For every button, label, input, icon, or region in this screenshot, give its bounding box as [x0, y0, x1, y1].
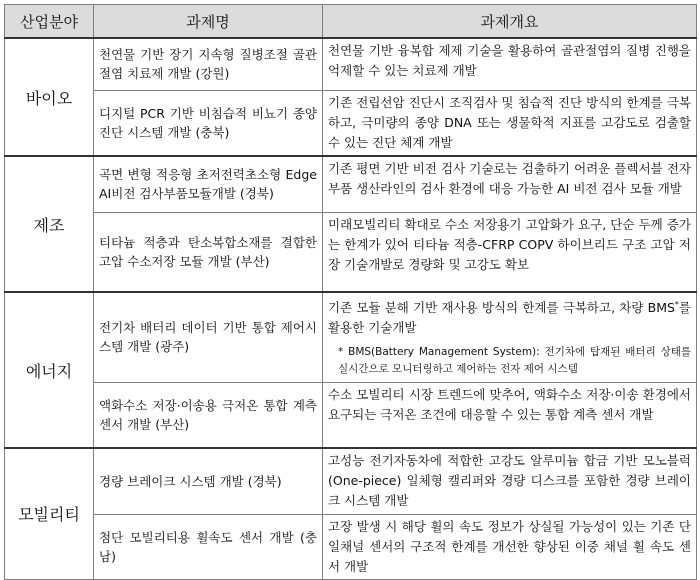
table-row: [5, 292, 697, 382]
overview-text: 기존 모듈 분해 기반 재사용 방식의 한계를 극복하고, 차량 BMS: [328, 300, 675, 316]
overview-text-tail: 를 활용한 기술개발: [328, 300, 691, 336]
overview-cell: 천연물 기반 융복합 제제 기술을 활용하여 골관절염의 질병 진행을 억제할 수 있는 치료제 개발: [323, 38, 697, 90]
overview-cell: 고성능 전기자동차에 적합한 고강도 알루미늄 합금 기반 모노블럭(One-piece) 일체형 캘리퍼와 경량 디스크를 포함한 경량 브레이크 시스템 개발: [323, 448, 697, 514]
header-task-name: 과제명: [94, 5, 323, 39]
table-row: [5, 448, 697, 514]
task-name-cell: 액화수소 저장·이송용 극저온 통합 계측 센서 개발 (부산): [94, 382, 323, 448]
field-cell-bio: 바이오: [5, 38, 94, 156]
table-row: [5, 156, 697, 212]
task-name-cell: 경량 브레이크 시스템 개발 (경북): [94, 448, 323, 514]
header-overview: 과제개요: [323, 5, 697, 39]
footnote-text: BMS(Battery Management System): 전기차에 탑재된 배터리 상태를 실시간으로 모니터링하고 제어하는 전자 제어 시스템: [338, 346, 691, 376]
field-cell-manufacturing: 제조: [5, 156, 94, 292]
table-row: [5, 38, 697, 90]
field-cell-energy: 에너지: [5, 292, 94, 448]
field-cell-mobility: 모빌리티: [5, 448, 94, 579]
table-row: [5, 212, 697, 292]
header-row: [5, 5, 697, 39]
overview-cell: 수소 모빌리티 시장 트렌드에 맞추어, 액화수소 저장·이송 환경에서 요구되는 극저온 조건에 대응할 수 있는 통합 계측 센서 개발: [323, 382, 697, 448]
overview-cell: 미래모빌리티 확대로 수소 저장용기 고압화가 요구, 단순 두께 증가는 한계가 있어 티타늄 적층-CFRP COPV 하이브리드 구조 고압 저장 기술개발로 경량화 및 고강도 확보: [323, 212, 697, 292]
task-name-cell: 티타늄 적층과 탄소복합소재를 결합한 고압 수소저장 모듈 개발 (부산): [94, 212, 323, 292]
project-table: [4, 4, 697, 580]
task-name-cell: 곡면 변형 적응형 초저전력초소형 Edge AI비전 검사부품모듈개발 (경북): [94, 156, 323, 212]
overview-cell: 고장 발생 시 해당 휠의 속도 정보가 상실될 가능성이 있는 기존 단일채널 센서의 구조적 한계를 개선한 향상된 이중 채널 휠 속도 센서 개발: [323, 514, 697, 579]
overview-cell: 기존 전립선암 진단시 조직검사 및 침습적 진단 방식의 한계를 극복하고, 극미량의 종양 DNA 또는 생물학적 지표를 고감도로 검출할 수 있는 진단 체계 개발: [323, 90, 697, 156]
footnote-marker: *: [674, 300, 679, 309]
task-name-cell: 전기차 배터리 데이터 기반 통합 제어시스템 개발 (광주): [94, 292, 323, 382]
table-row: [5, 514, 697, 579]
overview-cell: [323, 292, 697, 382]
table-row: [5, 90, 697, 156]
overview-cell: 기존 평면 기반 비전 검사 기술로는 검출하기 어려운 플렉서블 전자부품 생산라인의 검사 환경에 대응 가능한 AI 비전 검사 모듈 개발: [323, 156, 697, 212]
header-field: 산업분야: [5, 5, 94, 39]
footnote: [328, 344, 691, 378]
table-row: [5, 382, 697, 448]
task-name-cell: 디지털 PCR 기반 비침습적 비뇨기 종양 진단 시스템 개발 (충북): [94, 90, 323, 156]
task-name-cell: 천연물 기반 장기 지속형 질병조절 골관절염 치료제 개발 (강원): [94, 38, 323, 90]
task-name-cell: 첨단 모빌리티용 휠속도 센서 개발 (충남): [94, 514, 323, 579]
footnote-mark: *: [338, 346, 344, 359]
